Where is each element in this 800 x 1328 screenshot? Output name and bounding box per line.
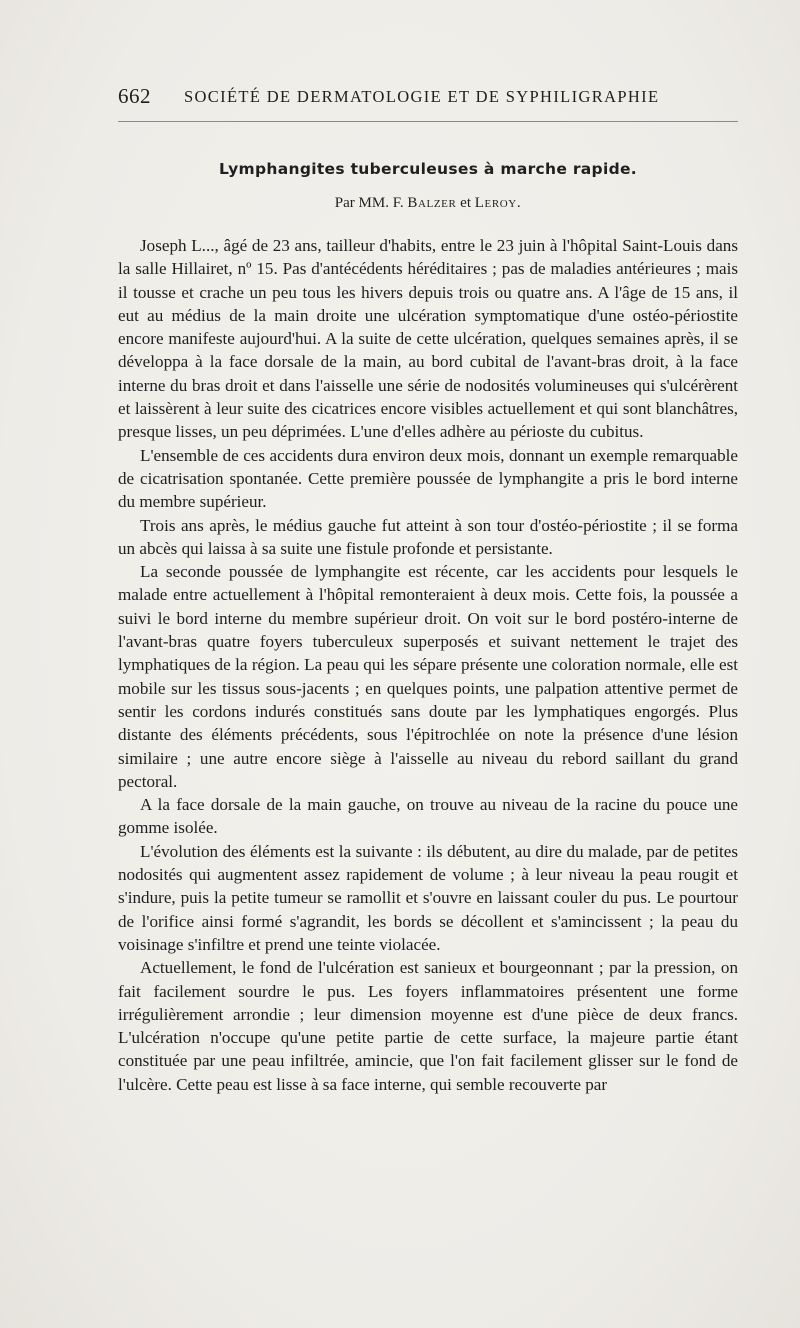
- paragraph: Joseph L..., âgé de 23 ans, tailleur d'habits, entre le 23 juin à l'hôpital Saint-Louis dans la salle Hillairet, nº 15. Pas d'antécédents héréditaires ; pas de maladies antérieures ; mais il tousse et crache un peu tous les hivers depuis trois ou quatre ans. A l'âge de 15 ans, il eut au médius de la main droite une ulcération symptomatique d'une ostéo-périostite encore manifeste aujourd'hui. A la suite de cette ulcération, quelques semaines après, il se développa à la face dorsale de la main, au bord cubital de l'avant-bras droit, à la face interne du bras droit et dans l'aisselle une série de nodosités volumineuses qui s'ulcérèrent et laissèrent à leur suite des cicatrices encore visibles actuellement et qui sont blanchâtres, presque lisses, un peu déprimées. L'une d'elles adhère au périoste du cubitus.: [118, 236, 738, 442]
- header-rule: [118, 121, 738, 122]
- author-balzer: Balzer: [407, 195, 457, 211]
- running-head: SOCIÉTÉ DE DERMATOLOGIE ET DE SYPHILIGRAPHIE: [184, 87, 660, 106]
- paragraph: Actuellement, le fond de l'ulcération est sanieux et bourgeonnant ; par la pression, on fait facilement sourdre le pus. Les foyers inflammatoires présentent une forme irrégulièrement arrondie ; leur dimension moyenne est d'une pièce de deux francs. L'ulcération n'occupe qu'une petite partie de cette surface, la majeure partie étant constituée par une peau infiltrée, amincie, que l'on fait facilement glisser sur le fond de l'ulcère. Cette peau est lisse à sa face interne, qui semble recouverte par: [118, 958, 738, 1094]
- paragraph: La seconde poussée de lymphangite est récente, car les accidents pour lesquels le malade entre actuellement à l'hôpital remonteraient à deux mois. Cette fois, la poussée a suivi le bord interne du membre supérieur droit. On voit sur le bord postéro-interne de l'avant-bras quatre foyers tuberculeux superposés et suivant nettement le trajet des lymphatiques de la région. La peau qui les sépare présente une coloration normale, elle est mobile sur les tissus sous-jacents ; en quelques points, une palpation attentive permet de sentir les cordons indurés constitués sans doute par les lymphatiques engorgés. Plus distante des éléments précédents, sous l'épitrochlée on note la présence d'une lésion similaire ; une autre encore siège à l'aisselle au niveau du rebord saillant du grand pectoral.: [118, 562, 738, 791]
- paragraph: Trois ans après, le médius gauche fut atteint à son tour d'ostéo-périostite ; il se forma un abcès qui laissa à sa suite une fistule profonde et persistante.: [118, 515, 738, 558]
- byline-conjunction: et: [460, 195, 471, 211]
- article-body: [118, 234, 738, 1096]
- paragraph: L'évolution des éléments est la suivante : ils débutent, au dire du malade, par de petites nodosités qui augmentent assez rapidement de volume ; à leur niveau la peau rougit et s'indure, puis la petite tumeur se ramollit et s'ouvre en laissant couler du pus. Le pourtour de l'orifice ainsi formé s'agrandit, les bords se décollent et s'amincissent ; la peau du voisinage s'infiltre et prend une teinte violacée.: [118, 841, 738, 954]
- author-leroy: Leroy.: [474, 195, 522, 211]
- article-title: Lymphangites tuberculeuses à marche rapide.: [219, 160, 637, 178]
- paragraph: L'ensemble de ces accidents dura environ deux mois, donnant un exemple remarquable de cicatrisation spontanée. Cette première poussée de lymphangite a pris le bord interne du membre supérieur.: [118, 445, 738, 512]
- article-byline: [118, 195, 738, 212]
- byline-prefix: Par MM. F.: [334, 195, 404, 211]
- page-number: 662: [118, 84, 151, 108]
- page-header: [118, 84, 740, 110]
- paragraph: A la face dorsale de la main gauche, on trouve au niveau de la racine du pouce une gomme isolée.: [118, 795, 738, 838]
